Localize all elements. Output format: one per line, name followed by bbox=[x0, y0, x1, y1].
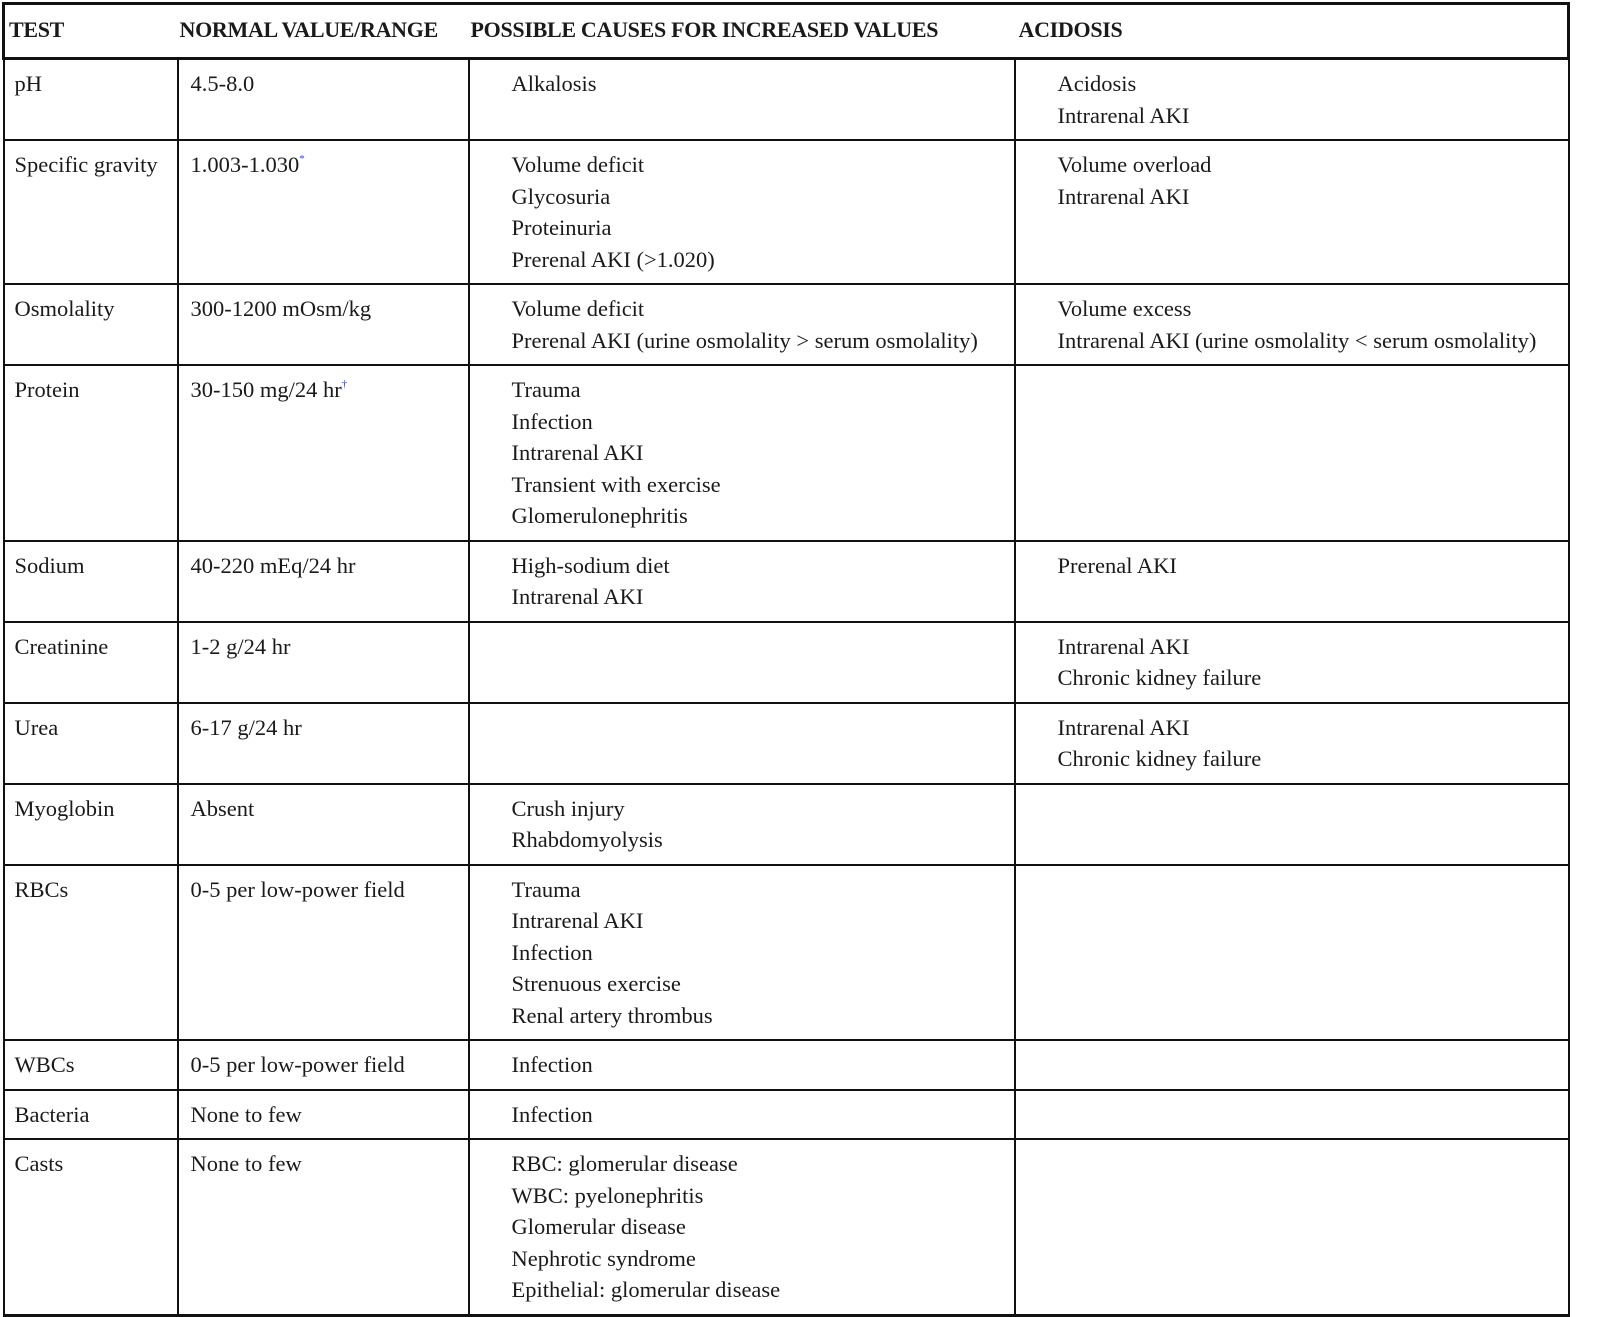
cell-normal-value bbox=[178, 784, 469, 865]
table-row bbox=[4, 59, 1569, 141]
normal-value-text bbox=[191, 293, 460, 325]
cell-acidosis-causes bbox=[1015, 59, 1569, 141]
list-item: Infection bbox=[511, 408, 593, 434]
cell-increased-causes bbox=[469, 622, 1015, 703]
cell-increased-causes bbox=[469, 1040, 1015, 1090]
table-row bbox=[4, 784, 1569, 865]
table-row bbox=[4, 622, 1569, 703]
normal-value-text bbox=[191, 874, 460, 906]
list-item: Volume excess bbox=[1057, 296, 1192, 321]
list-item: Intrarenal AKI bbox=[1057, 714, 1190, 740]
normal-value: 1.003-1.030 bbox=[190, 152, 300, 177]
list-item: Prerenal AKI (>1.020) bbox=[511, 246, 715, 272]
list-item: Glomerulonephritis bbox=[511, 503, 688, 528]
normal-value-text bbox=[191, 631, 460, 663]
normal-value: 6-17 g/24 hr bbox=[190, 714, 302, 740]
header-row bbox=[4, 4, 1569, 59]
test-name: Urea bbox=[14, 714, 59, 740]
normal-value: 40-220 mEq/24 hr bbox=[190, 552, 356, 578]
cell-increased-causes bbox=[469, 140, 1015, 284]
cell-test bbox=[4, 140, 178, 284]
cell-test bbox=[4, 1040, 178, 1090]
header-test: TEST bbox=[4, 4, 178, 59]
cell-acidosis-causes bbox=[1015, 140, 1569, 284]
cell-increased-causes bbox=[469, 284, 1015, 365]
test-name: Protein bbox=[14, 377, 80, 402]
normal-value-text bbox=[191, 1148, 460, 1180]
list-item: Transient with exercise bbox=[511, 471, 721, 497]
cell-acidosis-causes bbox=[1015, 284, 1569, 365]
header-normal-value: NORMAL VALUE/RANGE bbox=[178, 4, 469, 59]
test-name: Creatinine bbox=[14, 633, 109, 659]
list-item: Volume overload bbox=[1057, 152, 1212, 177]
cell-normal-value bbox=[178, 622, 469, 703]
normal-value: 0-5 per low-power field bbox=[190, 876, 405, 902]
list-item: Intrarenal AKI bbox=[1057, 183, 1190, 209]
table-row bbox=[4, 365, 1569, 541]
cell-acidosis-causes bbox=[1015, 622, 1569, 703]
cell-normal-value bbox=[178, 365, 469, 541]
list-item: Alkalosis bbox=[511, 71, 597, 96]
cell-acidosis-causes bbox=[1015, 365, 1569, 541]
list-item: Prerenal AKI (urine osmolality > serum osmolality) bbox=[511, 327, 978, 353]
list-item: Volume deficit bbox=[511, 296, 645, 321]
header-acidosis: ACIDOSIS bbox=[1015, 4, 1569, 59]
test-name: Myoglobin bbox=[14, 795, 115, 821]
normal-value-text bbox=[191, 550, 460, 582]
normal-value-text bbox=[191, 68, 460, 100]
cell-acidosis-causes bbox=[1015, 1040, 1569, 1090]
list-item: Glycosuria bbox=[511, 183, 611, 209]
cell-increased-causes bbox=[469, 1139, 1015, 1315]
list-item: Chronic kidney failure bbox=[1057, 746, 1262, 771]
cell-increased-causes bbox=[469, 1090, 1015, 1140]
cell-test bbox=[4, 703, 178, 784]
test-name: Sodium bbox=[14, 552, 85, 578]
cell-normal-value bbox=[178, 1040, 469, 1090]
cell-acidosis-causes bbox=[1015, 784, 1569, 865]
table-row bbox=[4, 1090, 1569, 1140]
cell-normal-value bbox=[178, 865, 469, 1041]
test-name: Bacteria bbox=[14, 1101, 90, 1127]
list-item: Trauma bbox=[511, 377, 581, 402]
list-item: Prerenal AKI bbox=[1057, 552, 1177, 578]
table-row bbox=[4, 140, 1569, 284]
normal-value: 0-5 per low-power field bbox=[190, 1052, 405, 1077]
normal-value: 4.5-8.0 bbox=[190, 71, 255, 96]
cell-test bbox=[4, 365, 178, 541]
cell-test bbox=[4, 1090, 178, 1140]
normal-value-text bbox=[191, 1049, 460, 1081]
normal-value-text bbox=[191, 793, 460, 825]
table-row bbox=[4, 1139, 1569, 1315]
urinalysis-table bbox=[2, 2, 1570, 1317]
list-item: Intrarenal AKI (urine osmolality < serum osmolality) bbox=[1057, 327, 1537, 353]
cell-acidosis-causes bbox=[1015, 703, 1569, 784]
list-item: Nephrotic syndrome bbox=[511, 1245, 696, 1271]
normal-value: 30-150 mg/24 hr bbox=[190, 377, 342, 402]
list-item: Strenuous exercise bbox=[511, 971, 681, 996]
cell-normal-value bbox=[178, 140, 469, 284]
test-name: Specific gravity bbox=[14, 152, 158, 177]
list-item: High-sodium diet bbox=[511, 552, 670, 578]
header-increased-causes: POSSIBLE CAUSES FOR INCREASED VALUES bbox=[469, 4, 1015, 59]
cell-test bbox=[4, 622, 178, 703]
test-name: Casts bbox=[14, 1151, 64, 1176]
cell-normal-value bbox=[178, 541, 469, 622]
list-item: Trauma bbox=[511, 876, 581, 902]
test-name: pH bbox=[14, 71, 42, 96]
table-body bbox=[4, 59, 1569, 1316]
normal-value-text bbox=[191, 149, 460, 181]
normal-value: 1-2 g/24 hr bbox=[190, 633, 291, 659]
cell-normal-value bbox=[178, 284, 469, 365]
cell-increased-causes bbox=[469, 784, 1015, 865]
cell-acidosis-causes bbox=[1015, 865, 1569, 1041]
list-item: Epithelial: glomerular disease bbox=[511, 1277, 781, 1302]
list-item: WBC: pyelonephritis bbox=[511, 1182, 704, 1208]
cell-acidosis-causes bbox=[1015, 541, 1569, 622]
test-name: Osmolality bbox=[14, 296, 115, 321]
cell-increased-causes bbox=[469, 365, 1015, 541]
table-row bbox=[4, 284, 1569, 365]
list-item: Renal artery thrombus bbox=[511, 1002, 713, 1028]
cell-test bbox=[4, 865, 178, 1041]
list-item: Proteinuria bbox=[511, 215, 612, 240]
footnote-marker[interactable]: † bbox=[341, 378, 348, 390]
cell-test bbox=[4, 1139, 178, 1315]
cell-acidosis-causes bbox=[1015, 1090, 1569, 1140]
list-item: Infection bbox=[511, 939, 593, 965]
list-item: Intrarenal AKI bbox=[1057, 633, 1190, 659]
test-name: WBCs bbox=[14, 1052, 75, 1077]
list-item: Intrarenal AKI bbox=[511, 908, 644, 933]
list-item: Crush injury bbox=[511, 795, 625, 821]
list-item: Acidosis bbox=[1057, 71, 1137, 96]
cell-test bbox=[4, 784, 178, 865]
normal-value-text bbox=[191, 374, 460, 406]
cell-test bbox=[4, 59, 178, 141]
cell-acidosis-causes bbox=[1015, 1139, 1569, 1315]
table-row bbox=[4, 703, 1569, 784]
cell-normal-value bbox=[178, 1090, 469, 1140]
footnote-marker[interactable]: * bbox=[299, 153, 305, 165]
cell-test bbox=[4, 541, 178, 622]
list-item: Intrarenal AKI bbox=[511, 440, 644, 465]
list-item: Intrarenal AKI bbox=[1057, 102, 1190, 128]
list-item: Rhabdomyolysis bbox=[511, 827, 663, 852]
list-item: Volume deficit bbox=[511, 152, 645, 177]
list-item: Glomerular disease bbox=[511, 1214, 686, 1239]
cell-increased-causes bbox=[469, 703, 1015, 784]
table-row bbox=[4, 865, 1569, 1041]
cell-normal-value bbox=[178, 703, 469, 784]
list-item: Infection bbox=[511, 1101, 593, 1127]
list-item: Infection bbox=[511, 1052, 593, 1077]
list-item: RBC: glomerular disease bbox=[511, 1151, 738, 1176]
cell-increased-causes bbox=[469, 865, 1015, 1041]
normal-value-text bbox=[191, 1099, 460, 1131]
table-row bbox=[4, 541, 1569, 622]
list-item: Intrarenal AKI bbox=[511, 584, 644, 609]
test-name: RBCs bbox=[14, 876, 69, 902]
normal-value: None to few bbox=[190, 1151, 302, 1176]
cell-test bbox=[4, 284, 178, 365]
cell-normal-value bbox=[178, 59, 469, 141]
normal-value: 300-1200 mOsm/kg bbox=[190, 296, 372, 321]
normal-value: None to few bbox=[190, 1101, 302, 1127]
table-row bbox=[4, 1040, 1569, 1090]
list-item: Chronic kidney failure bbox=[1057, 665, 1262, 690]
cell-increased-causes bbox=[469, 541, 1015, 622]
normal-value-text bbox=[191, 712, 460, 744]
cell-increased-causes bbox=[469, 59, 1015, 141]
normal-value: Absent bbox=[190, 795, 255, 821]
cell-normal-value bbox=[178, 1139, 469, 1315]
